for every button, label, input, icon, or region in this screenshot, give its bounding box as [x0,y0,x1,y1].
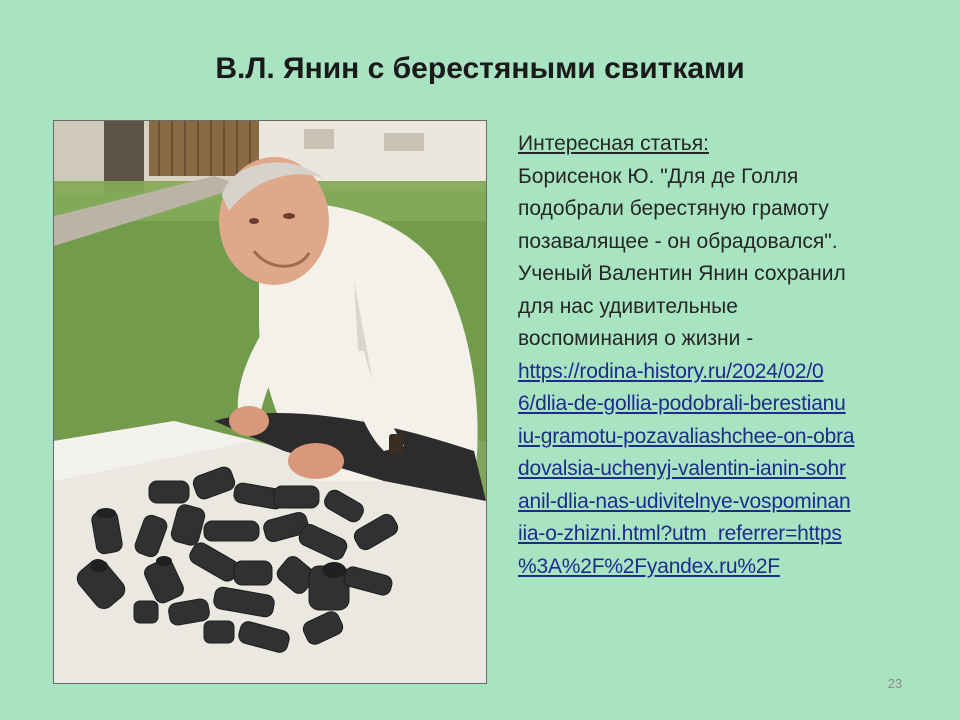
url-line[interactable]: iu-gramotu-pozavaliashchee-on-obra [518,424,855,448]
body-line: Ученый Валентин Янин сохранил [518,262,846,285]
article-url-link[interactable] [518,356,926,584]
url-line[interactable]: 6/dlia-de-gollia-podobrali-berestianu [518,392,846,415]
slide-title: В.Л. Янин с берестяными свитками [215,52,745,85]
url-line[interactable]: https://rodina-history.ru/2024/02/0 [518,359,824,383]
article-reference [518,128,926,583]
article-heading: Интересная статья: [518,132,709,155]
url-line[interactable]: anil-dlia-nas-udivitelnye-vospominan [518,489,851,513]
body-line: подобрали берестяную грамоту [518,197,829,220]
url-line[interactable]: %3A%2F%2Fyandex.ru%2F [518,554,780,578]
body-line: для нас удивительные [518,294,738,318]
url-line[interactable]: dovalsia-uchenyj-valentin-ianin-sohr [518,457,846,480]
page-number: 23 [887,676,903,691]
body-line: позавалящее - он обрадовался". [518,229,838,253]
photo-yanin-with-scrolls [53,120,487,684]
body-line: воспоминания о жизни - [518,327,754,350]
body-line: Борисенок Ю. "Для де Голля [518,164,799,188]
url-line[interactable]: iia-o-zhizni.html?utm_referrer=https [518,522,842,545]
